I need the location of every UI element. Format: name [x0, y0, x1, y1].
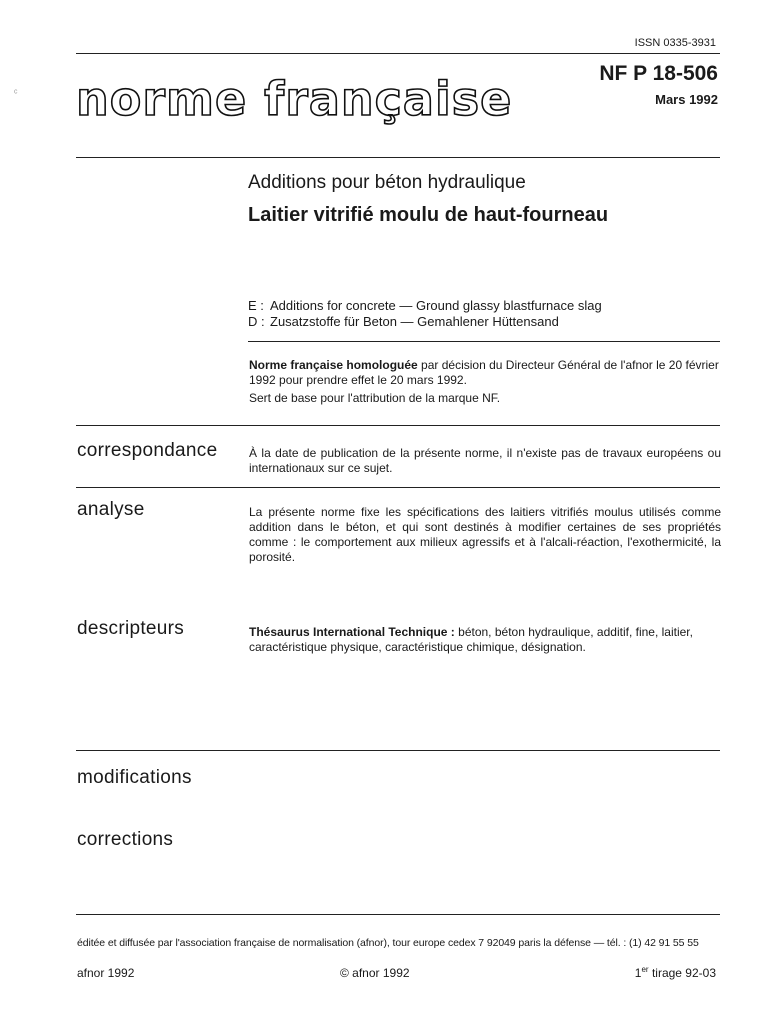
translation-text: Additions for concrete — Ground glassy blastfurnace slag: [270, 298, 602, 313]
document-subtitle: Additions pour béton hydraulique: [248, 172, 526, 193]
section-rule-2: [76, 487, 720, 488]
translation-text: Zusatzstoffe für Beton — Gemahlener Hüttensand: [270, 314, 559, 329]
section-label-modifications: modifications: [77, 767, 192, 788]
section-label-descripteurs: descripteurs: [77, 618, 185, 639]
translation-lang: D :: [248, 314, 265, 329]
section-rule-3: [76, 750, 720, 751]
printing-text: tirage 92-03: [648, 966, 716, 980]
publication-date: Mars 1992: [655, 92, 718, 107]
descripteurs-bold: Thésaurus International Technique :: [249, 625, 455, 639]
footer-copyright: © afnor 1992: [340, 966, 410, 980]
brand-title: norme française: [76, 72, 513, 126]
translation-english: [248, 298, 602, 313]
footer-printing: [635, 966, 716, 980]
standard-reference: NF P 18-506: [599, 62, 718, 85]
margin-mark: ᶜ: [14, 88, 18, 99]
printing-number: 1: [634, 966, 642, 980]
translation-lang: E :: [248, 298, 264, 313]
section-label-correspondance: correspondance: [77, 440, 218, 461]
descripteurs-text: béton, béton hydraulique, additif, fine, laitier, caractéristique physique, caractéristique chimique, désignation.: [249, 625, 693, 654]
top-rule: [76, 53, 720, 54]
section-text-correspondance: À la date de publication de la présente norme, il n'existe pas de travaux européens ou internationaux sur ce sujet.: [249, 446, 721, 475]
section-label-corrections: corrections: [77, 829, 174, 850]
translations-rule: [248, 341, 720, 342]
printing-suffix: er: [641, 965, 649, 974]
homologation-block: [249, 358, 721, 406]
publisher-note: éditée et diffusée par l'association française de normalisation (afnor), tour europe cedex 7 92049 paris la défense — tél. : (1) 42 91 55 55: [77, 937, 699, 949]
footer-left: afnor 1992: [77, 966, 135, 980]
footer-rule: [76, 914, 720, 915]
document-title: Laitier vitrifié moulu de haut-fourneau: [248, 204, 609, 226]
homologation-mark: Sert de base pour l'attribution de la marque NF.: [249, 391, 501, 405]
translation-german: [248, 314, 559, 329]
section-text-analyse: La présente norme fixe les spécifications des laitiers vitrifiés moulus utilisés comme addition dans le béton, et qui sont destinés à modifier certaines de ses propriétés comme : le comportement aux milieux agressifs et à l'alcali-réaction, l'exothermicité, la porosité.: [249, 505, 721, 564]
homologation-bold: Norme française homologuée: [249, 358, 418, 372]
header-rule: [76, 157, 720, 158]
homologation-text: par décision du Directeur Général de l'afnor le 20 février 1992 pour prendre effet le 20 mars 1992.: [249, 358, 719, 387]
section-rule-1: [76, 425, 720, 426]
section-text-descripteurs: [249, 625, 721, 655]
issn: ISSN 0335-3931: [634, 37, 716, 49]
section-label-analyse: analyse: [77, 499, 145, 520]
